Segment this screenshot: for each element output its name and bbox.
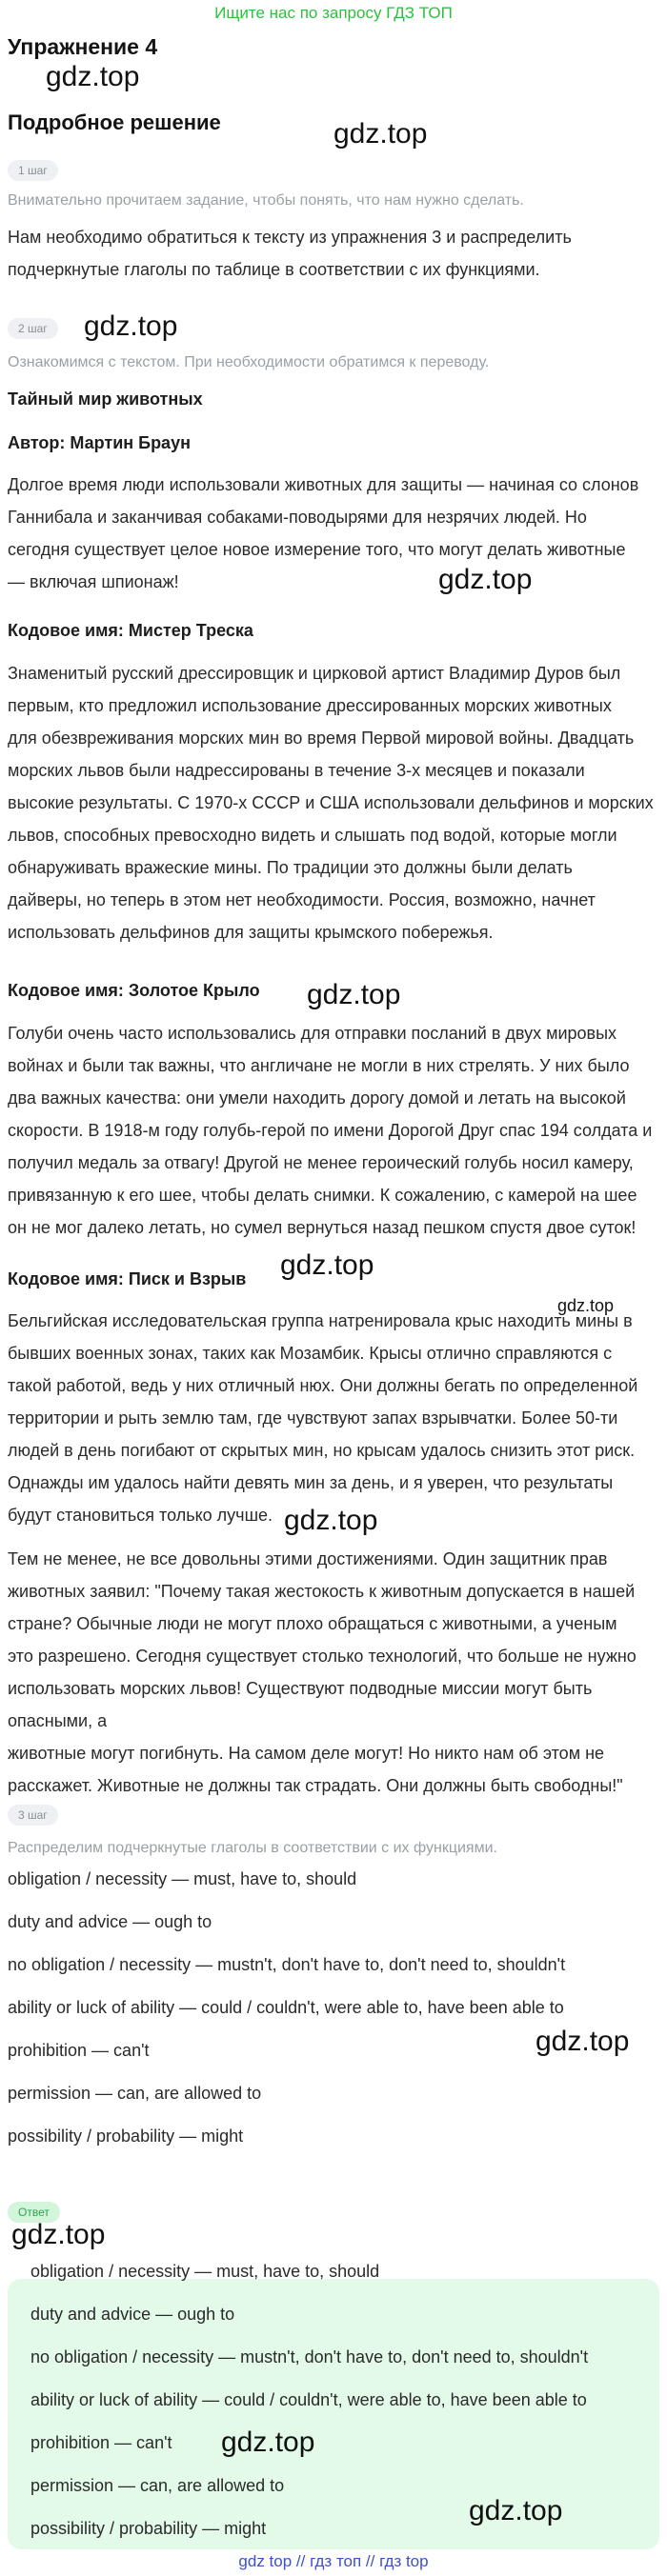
text-line: использовать дельфинов для защиты крымского побережья. — [8, 923, 494, 942]
text-line: сегодня существует целое новое измерение того, что могут делать животные — [8, 540, 626, 559]
text-line: территории и рыть землю там, где чувствуют запах взрывчатки. Более 50-ти — [8, 1408, 618, 1428]
text-line: скорости. В 1918-м году голубь-герой по имени Дорогой Друг спас 194 солдата и — [8, 1121, 653, 1140]
footer-links[interactable]: gdz top // гдз топ // гдз top — [238, 2552, 429, 2570]
function-line: obligation / necessity — must, have to, should — [8, 1869, 357, 1888]
watermark: gdz.top — [221, 2426, 315, 2458]
answer-line: duty and advice — ough to — [30, 2305, 235, 2324]
article-title: Тайный мир животных — [8, 389, 203, 409]
text-line: Знаменитый русский дрессировщик и цирковой артист Владимир Дуров был — [8, 664, 621, 683]
function-line: possibility / probability — might — [8, 2127, 244, 2146]
text-line: Ганнибала и заканчивая собаками-поводырями для незрячих людей. Но — [8, 508, 587, 527]
text-line: дайверы, но теперь в этом нет необходимости. Россия, возможно, начнет — [8, 890, 596, 909]
watermark: gdz.top — [307, 979, 401, 1010]
text-line: морских львов были надрессированы в течение 3-х месяцев и показали — [8, 761, 585, 780]
text-line: будут становиться только лучше. — [8, 1506, 273, 1525]
text-line: это разрешено. Сегодня существует столько технологий, что больше не нужно — [8, 1647, 637, 1666]
text-line: Голуби очень часто использовались для отправки посланий в двух мировых — [8, 1024, 617, 1043]
answer-line: no obligation / necessity — mustn't, don't have to, don't need to, shouldn't — [30, 2347, 589, 2366]
watermark: gdz.top — [536, 2026, 630, 2057]
text-line: подчеркнутые глаголы по таблице в соответствии с их функциями. — [8, 260, 540, 279]
answer-line: ability or luck of ability — could / couldn't, were able to, have been able to — [30, 2390, 587, 2409]
text-line: стране? Обычные люди не могут плохо обращаться с животными, а ученым — [8, 1614, 617, 1633]
step-badge-3: 3 шаг — [8, 1805, 58, 1826]
function-line: duty and advice — ough to — [8, 1912, 212, 1931]
watermark: gdz.top — [334, 118, 428, 150]
text-line: людей в день погибают от скрытых мин, но крысам удалось снизить этот риск. — [8, 1441, 636, 1460]
text-line: для обезвреживания морских мин во время Первой мировой войны. Двадцать — [8, 729, 635, 748]
watermark-small: gdz.top — [557, 1296, 615, 1315]
text-line: два важных качества: они умели находить дорогу домой и летать на высокой — [8, 1088, 626, 1108]
text-line: расскажет. Животные не должны так страдать. Они должны быть свободны!" — [8, 1776, 623, 1795]
watermark: gdz.top — [469, 2495, 563, 2526]
step-badge-2: 2 шаг — [8, 318, 58, 339]
function-line: permission — can, are allowed to — [8, 2084, 262, 2103]
article-author: Автор: Мартин Браун — [8, 433, 191, 452]
text-line: такой работой, ведь у них отличный нюх. Они должны бегать по определенной — [8, 1376, 638, 1395]
code-name-3: Кодовое имя: Писк и Взрыв — [8, 1269, 247, 1288]
function-line: ability or luck of ability — could / couldn't, were able to, have been able to — [8, 1998, 564, 2017]
paragraph-1 — [8, 469, 661, 598]
watermark: gdz.top — [11, 2219, 106, 2250]
top-banner[interactable]: Ищите нас по запросу ГДЗ ТОП — [214, 4, 453, 22]
step-hint-2: Ознакомимся с текстом. При необходимости обратимся к переводу. — [8, 354, 490, 370]
text-line: животных заявил: "Почему такая жестокость к животным допускается в нашей — [8, 1582, 636, 1601]
paragraph-3 — [8, 1017, 661, 1244]
text-line: Тем не менее, не все довольны этими достижениями. Один защитник прав — [8, 1549, 608, 1568]
paragraph-2 — [8, 657, 661, 949]
paragraph-4 — [8, 1305, 661, 1531]
text-line: Бельгийская исследовательская группа натренировала крыс находить мины в — [8, 1311, 633, 1330]
code-name-2: Кодовое имя: Золотое Крыло — [8, 981, 260, 1000]
text-line: получил медаль за отвагу! Другой не менее героический голубь носил камеру, — [8, 1153, 634, 1172]
answer-line: permission — can, are allowed to — [30, 2476, 285, 2495]
answer-badge: Ответ — [8, 2202, 60, 2223]
text-line: львов, способных превосходно видеть и слышать под водой, которые могли — [8, 826, 617, 845]
text-line: войнах и были так важны, что англичане не могли в них стрелять. У них было — [8, 1056, 630, 1075]
code-name-1: Кодовое имя: Мистер Треска — [8, 621, 253, 640]
text-line: Однажды им удалось найти девять мин за день, и я уверен, что результаты — [8, 1473, 614, 1492]
function-line: prohibition — can't — [8, 2041, 150, 2060]
watermark: gdz.top — [84, 310, 178, 342]
solution-subtitle: Подробное решение — [8, 110, 221, 134]
text-line: Нам необходимо обратиться к тексту из упражнения 3 и распределить — [8, 228, 572, 247]
text-line: бывших военных зонах, таких как Мозамбик. Крысы отлично справляются с — [8, 1344, 613, 1363]
exercise-title: Упражнение 4 — [8, 34, 158, 59]
text-line: привязанную к его шее, чтобы делать снимки. К сожалению, с камерой на шее — [8, 1186, 637, 1205]
text-line: высокие результаты. С 1970-х СССР и США использовали дельфинов и морских — [8, 793, 654, 812]
text-line: первым, кто предложил использование дрессированных морских животных — [8, 696, 612, 715]
text-line: животные могут погибнуть. На самом деле могут! Но никто нам об этом не — [8, 1744, 605, 1763]
answer-line: obligation / necessity — must, have to, should — [30, 2262, 380, 2281]
step-hint-1: Внимательно прочитаем задание, чтобы понять, что нам нужно сделать. — [8, 192, 524, 209]
paragraph-5 — [8, 1543, 661, 1802]
function-line: no obligation / necessity — mustn't, don't have to, don't need to, shouldn't — [8, 1955, 566, 1974]
text-line: — включая шпионаж! — [8, 572, 179, 591]
text-line: он не мог далеко летать, но сумел вернуться назад пешком спустя двое суток! — [8, 1218, 637, 1237]
watermark: gdz.top — [46, 61, 140, 92]
step-badge-1: 1 шаг — [8, 160, 58, 181]
step-hint-3: Распределим подчеркнутые глаголы в соответствии с их функциями. — [8, 1840, 497, 1856]
watermark: gdz.top — [280, 1249, 374, 1281]
text-line: использовать морских львов! Существуют подводные миссии могут быть опасными, а — [8, 1679, 593, 1730]
watermark: gdz.top — [284, 1505, 378, 1536]
watermark: gdz.top — [438, 564, 533, 595]
text-line: обнаруживать вражеские мины. По традиции это должны были делать — [8, 858, 573, 877]
text-line: Долгое время люди использовали животных для защиты — начиная со слонов — [8, 475, 639, 494]
step1-text — [8, 221, 661, 286]
answer-line: possibility / probability — might — [30, 2519, 267, 2538]
answer-line: prohibition — can't — [30, 2433, 172, 2452]
